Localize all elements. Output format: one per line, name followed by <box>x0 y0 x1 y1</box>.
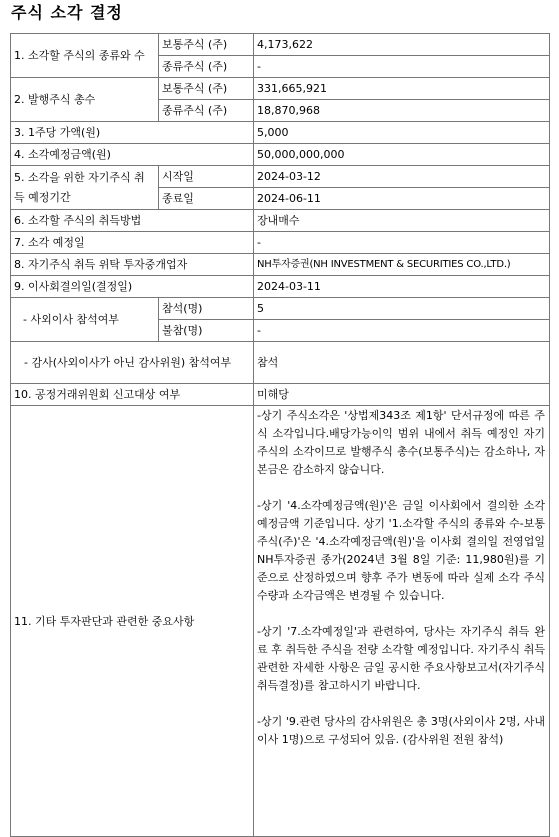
sub-label: 불참(명) <box>159 320 254 342</box>
row-label: - 감사(사외이사가 아닌 감사위원) 참석여부 <box>11 342 254 384</box>
cell-value: 5,000 <box>254 122 550 144</box>
cell-value: - <box>254 232 550 254</box>
disclosure-table <box>10 33 550 837</box>
note-paragraph: -상기 '7.소각예정일'과 관련하여, 당사는 자기주식 취득 완료 후 취득한 주식을 전량 소각할 예정입니다. 자기주식 취득 관련한 자세한 사항은 금일 공시한 주요사항보고서(자기주식취득결정)를 참고하시기 바랍니다. <box>257 625 545 692</box>
cell-value: 18,870,968 <box>254 100 550 122</box>
row-label: 2. 발행주식 총수 <box>11 78 159 122</box>
sub-label: 종료일 <box>159 188 254 210</box>
sub-label: 참석(명) <box>159 298 254 320</box>
table-row <box>11 406 550 837</box>
note-paragraph: -상기 '4.소각예정금액(원)'은 금일 이사회에서 결의한 소각 예정금액 기준입니다. 상기 '1.소각할 주식의 종류와 수-보통주식(주)'은 '4.소각예정금액(원)'을 이사회 결의일 전영업일 NH투자증권 종가(2024년 3월 8일 기준: 11,980원)를 기준으로 산정하였으며 향후 주가 변동에 따라 실제 소각 주식 수량과 소각금액은 변경될 수 있습니다. <box>257 499 545 602</box>
table-row <box>11 298 550 320</box>
row-label: 5. 소각을 위한 자기주식 취득 예정기간 <box>11 166 159 210</box>
cell-value: 2024-03-12 <box>254 166 550 188</box>
page-title: 주식 소각 결정 <box>11 3 123 22</box>
row-label: 9. 이사회결의일(결정일) <box>11 276 254 298</box>
notes-cell <box>254 406 550 837</box>
sub-label: 종류주식 (주) <box>159 100 254 122</box>
sub-label: 보통주식 (주) <box>159 78 254 100</box>
cell-value: 5 <box>254 298 550 320</box>
row-label: 7. 소각 예정일 <box>11 232 254 254</box>
note-paragraph: -상기 '9.관련 당사의 감사위원은 총 3명(사외이사 2명, 사내이사 1명)으로 구성되어 있음. (감사위원 전원 참석) <box>257 715 545 746</box>
cell-value: 331,665,921 <box>254 78 550 100</box>
sub-label: 보통주식 (주) <box>159 34 254 56</box>
row-label: - 사외이사 참석여부 <box>11 298 159 342</box>
cell-value: 2024-06-11 <box>254 188 550 210</box>
cell-value: NH투자증권(NH INVESTMENT & SECURITIES CO.,LTD.) <box>254 254 550 276</box>
table-row <box>11 276 550 298</box>
row-label: 4. 소각예정금액(원) <box>11 144 254 166</box>
cell-value: 장내매수 <box>254 210 550 232</box>
cell-value: 50,000,000,000 <box>254 144 550 166</box>
table-row <box>11 254 550 276</box>
row-label: 8. 자기주식 취득 위탁 투자중개업자 <box>11 254 254 276</box>
row-label: 3. 1주당 가액(원) <box>11 122 254 144</box>
table-row <box>11 232 550 254</box>
row-label: 11. 기타 투자판단과 관련한 중요사항 <box>11 406 254 837</box>
table-row <box>11 78 550 100</box>
table-row <box>11 122 550 144</box>
cell-value: - <box>254 320 550 342</box>
cell-value: 2024-03-11 <box>254 276 550 298</box>
table-row <box>11 210 550 232</box>
row-label: 1. 소각할 주식의 종류와 수 <box>11 34 159 78</box>
cell-value: 4,173,622 <box>254 34 550 56</box>
note-paragraph: -상기 주식소각은 '상법제343조 제1항' 단서규정에 따른 주식 소각입니다.배당가능이익 범위 내에서 취득 예정인 자기주식의 소각이므로 발행주식 총수(보통주식)는 감소하나, 자본금은 감소하지 않습니다. <box>257 409 545 476</box>
table-row <box>11 384 550 406</box>
table-row <box>11 34 550 56</box>
sub-label: 시작일 <box>159 166 254 188</box>
table-row <box>11 166 550 188</box>
sub-label: 종류주식 (주) <box>159 56 254 78</box>
table-row <box>11 144 550 166</box>
row-label: 10. 공정거래위원회 신고대상 여부 <box>11 384 254 406</box>
cell-value: 미해당 <box>254 384 550 406</box>
table-row <box>11 342 550 384</box>
cell-value: 참석 <box>254 342 550 384</box>
row-label: 6. 소각할 주식의 취득방법 <box>11 210 254 232</box>
cell-value: - <box>254 56 550 78</box>
